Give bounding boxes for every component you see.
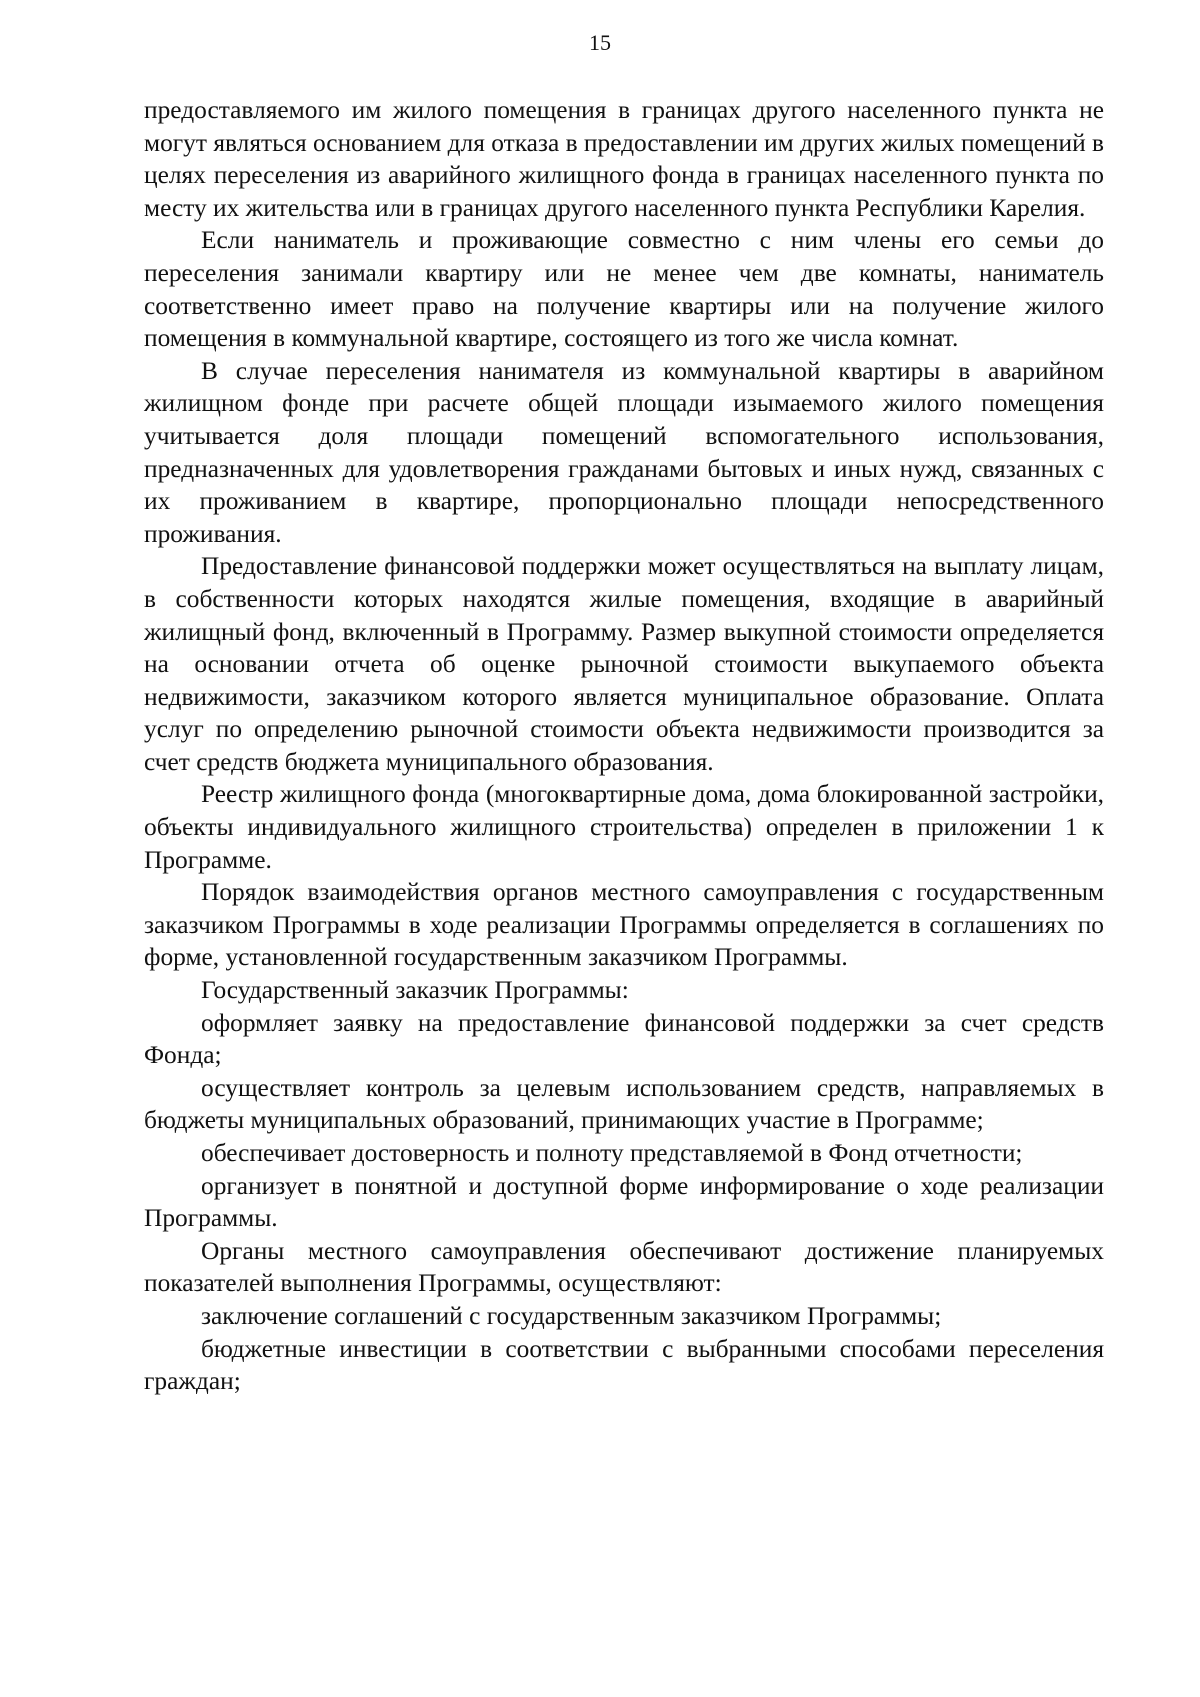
list-item-reporting: обеспечивает достоверность и полноту представляемой в Фонд отчетности;: [201, 1139, 1023, 1167]
paragraph-interaction-procedure: Порядок взаимодействия органов местного самоуправления с государственным заказчиком Программы в ходе реализации Программы определяется в соглашениях по форме, установленной государственным заказчиком Программы.: [144, 878, 1104, 972]
list-item-agreements: заключение соглашений с государственным заказчиком Программы;: [201, 1301, 942, 1330]
paragraph-local-authorities: Органы местного самоуправления обеспечивают достижение планируемых показателей выполнения Программы, осуществляют:: [144, 1236, 1104, 1298]
list-item-application: оформляет заявку на предоставление финансовой поддержки за счет средств Фонда;: [144, 1008, 1104, 1070]
paragraph-continuation: предоставляемого им жилого помещения в границах другого населенного пункта не могут являться основанием для отказа в предоставлении им других жилых помещений в целях переселения из аварийного жилищного фонда в границах населенного пункта по месту их жительства или в границах другого населенного пункта Республики Карелия.: [144, 96, 1105, 222]
list-item-control: осуществляет контроль за целевым использованием средств, направляемых в бюджеты муниципальных образований, принимающих участие в Программе;: [144, 1073, 1104, 1135]
list-item-investments: бюджетные инвестиции в соответствии с выбранными способами переселения граждан;: [144, 1334, 1104, 1396]
document-body: [144, 94, 1104, 1398]
page-number: 15: [589, 30, 611, 55]
paragraph-housing-registry: Реестр жилищного фонда (многоквартирные дома, дома блокированной застройки, объекты индивидуального жилищного строительства) определен в приложении 1 к Программе.: [144, 780, 1104, 874]
paragraph-financial-support: Предоставление финансовой поддержки может осуществляться на выплату лицам, в собственности которых находятся жилые помещения, входящие в аварийный жилищный фонд, включенный в Программу. Размер выкупной стоимости определяется на основании отчета об оценке рыночной стоимости выкупаемого объекта недвижимости, заказчиком которого является муниципальное образование. Оплата услуг по определению рыночной стоимости объекта недвижимости производится за счет средств бюджета муниципального образования.: [144, 552, 1104, 776]
paragraph-family-rooms: Если наниматель и проживающие совместно с ним члены его семьи до переселения занимали квартиру или не менее чем две комнаты, наниматель соответственно имеет право на получение квартиры или на получение жилого помещения в коммунальной квартире, состоящего из того же числа комнат.: [144, 226, 1104, 353]
paragraph-state-customer-heading: Государственный заказчик Программы:: [201, 976, 629, 1005]
list-item-informing: организует в понятной и доступной форме информирование о ходе реализации Программы.: [144, 1171, 1104, 1233]
paragraph-communal-apartment: В случае переселения нанимателя из коммунальной квартиры в аварийном жилищном фонде при расчете общей площади изымаемого жилого помещения учитывается доля площади помещений вспомогательного использования, предназначенных для удовлетворения гражданами бытовых и иных нужд, связанных с их проживанием в квартире, пропорционально площади непосредственного проживания.: [144, 356, 1104, 548]
